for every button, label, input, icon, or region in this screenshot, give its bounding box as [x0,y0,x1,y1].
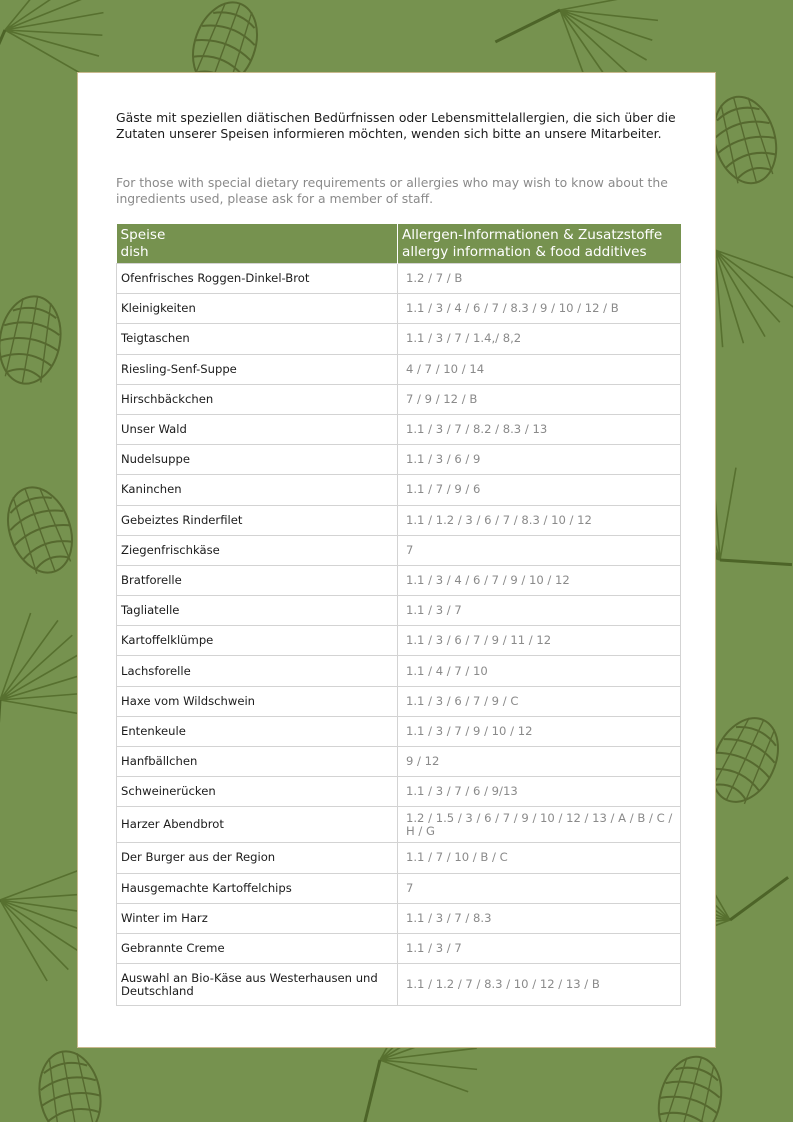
allergen-codes-cell: 1.1 / 3 / 7 [398,933,681,963]
table-row [117,414,681,444]
dish-cell: Tagliatelle [117,596,398,626]
allergen-codes-cell: 1.1 / 3 / 7 / 8.2 / 8.3 / 13 [398,414,681,444]
table-row [117,294,681,324]
dish-cell: Gebrannte Creme [117,933,398,963]
allergen-codes-cell: 1.1 / 3 / 7 [398,596,681,626]
dish-cell: Riesling-Senf-Suppe [117,354,398,384]
allergen-codes-cell: 9 / 12 [398,747,681,777]
allergen-info-panel [77,72,716,1048]
table-row [117,933,681,963]
header-dish-en: dish [120,244,149,260]
table-row [117,964,681,1006]
dish-cell: Teigtaschen [117,324,398,354]
header-allergens-de: Allergen-Informationen & Zusatzstoffe [402,227,663,243]
allergen-codes-cell: 1.1 / 3 / 4 / 6 / 7 / 8.3 / 9 / 10 / 12 / B [398,294,681,324]
header-dish-de: Speise [120,227,166,243]
dish-cell: Gebeiztes Rinderfilet [117,505,398,535]
allergen-codes-cell: 1.1 / 3 / 7 / 6 / 9/13 [398,777,681,807]
table-row [117,535,681,565]
intro-text-english: For those with special dietary requirements or allergies who may wish to know about the ingredients used, please ask for a member of staff. [116,175,668,206]
header-allergens-en: allergy information & food additives [402,244,647,260]
allergen-codes-cell: 1.1 / 3 / 7 / 9 / 10 / 12 [398,716,681,746]
allergen-codes-cell: 1.1 / 1.2 / 7 / 8.3 / 10 / 12 / 13 / B [398,964,681,1006]
table-row [117,354,681,384]
allergen-codes-cell: 1.1 / 3 / 4 / 6 / 7 / 9 / 10 / 12 [398,565,681,595]
dish-cell: Winter im Harz [117,903,398,933]
dish-cell: Haxe vom Wildschwein [117,686,398,716]
allergen-codes-cell: 1.1 / 3 / 6 / 7 / 9 / 11 / 12 [398,626,681,656]
allergen-codes-cell: 7 / 9 / 12 / B [398,384,681,414]
allergen-codes-cell: 7 [398,873,681,903]
allergen-codes-cell: 1.1 / 7 / 10 / B / C [398,843,681,873]
table-row [117,777,681,807]
table-row [117,686,681,716]
table-row [117,596,681,626]
table-row [117,565,681,595]
dish-cell: Ofenfrisches Roggen-Dinkel-Brot [117,264,398,294]
header-dish [117,224,398,264]
dish-cell: Hirschbäckchen [117,384,398,414]
allergen-codes-cell: 1.1 / 3 / 7 / 1.4,/ 8,2 [398,324,681,354]
dish-cell: Auswahl an Bio-Käse aus Westerhausen und Deutschland [117,964,398,1006]
dish-cell: Ziegenfrischkäse [117,535,398,565]
allergen-table [116,224,681,1006]
table-row [117,716,681,746]
allergen-codes-cell: 1.1 / 4 / 7 / 10 [398,656,681,686]
allergen-codes-cell: 1.1 / 3 / 7 / 8.3 [398,903,681,933]
table-row [117,903,681,933]
header-allergens [398,224,681,264]
table-row [117,873,681,903]
allergen-codes-cell: 1.1 / 1.2 / 3 / 6 / 7 / 8.3 / 10 / 12 [398,505,681,535]
dish-cell: Nudelsuppe [117,445,398,475]
allergen-codes-cell: 1.1 / 3 / 6 / 9 [398,445,681,475]
table-row [117,505,681,535]
dish-cell: Bratforelle [117,565,398,595]
dish-cell: Kleinigkeiten [117,294,398,324]
dish-cell: Entenkeule [117,716,398,746]
table-row [117,475,681,505]
table-row [117,264,681,294]
table-row [117,747,681,777]
table-row [117,843,681,873]
table-row [117,384,681,414]
table-row [117,445,681,475]
allergen-codes-cell: 7 [398,535,681,565]
dish-cell: Kartoffelklümpe [117,626,398,656]
table-row [117,626,681,656]
table-row [117,656,681,686]
dish-cell: Hausgemachte Kartoffelchips [117,873,398,903]
allergen-codes-cell: 1.2 / 1.5 / 3 / 6 / 7 / 9 / 10 / 12 / 13 / A / B / C / H / G [398,807,681,843]
table-row [117,324,681,354]
dish-cell: Schweinerücken [117,777,398,807]
dish-cell: Hanfbällchen [117,747,398,777]
dish-cell: Kaninchen [117,475,398,505]
intro-text-german: Gäste mit speziellen diätischen Bedürfnissen oder Lebensmittelallergien, die sich über die Zutaten unserer Speisen informieren möchten, wenden sich bitte an unsere Mitarbeiter. [116,110,676,141]
allergen-codes-cell: 4 / 7 / 10 / 14 [398,354,681,384]
allergen-codes-cell: 1.1 / 7 / 9 / 6 [398,475,681,505]
table-row [117,807,681,843]
allergen-codes-cell: 1.1 / 3 / 6 / 7 / 9 / C [398,686,681,716]
dish-cell: Harzer Abendbrot [117,807,398,843]
dish-cell: Lachsforelle [117,656,398,686]
dish-cell: Der Burger aus der Region [117,843,398,873]
allergen-codes-cell: 1.2 / 7 / B [398,264,681,294]
table-header-row [117,224,681,264]
dish-cell: Unser Wald [117,414,398,444]
